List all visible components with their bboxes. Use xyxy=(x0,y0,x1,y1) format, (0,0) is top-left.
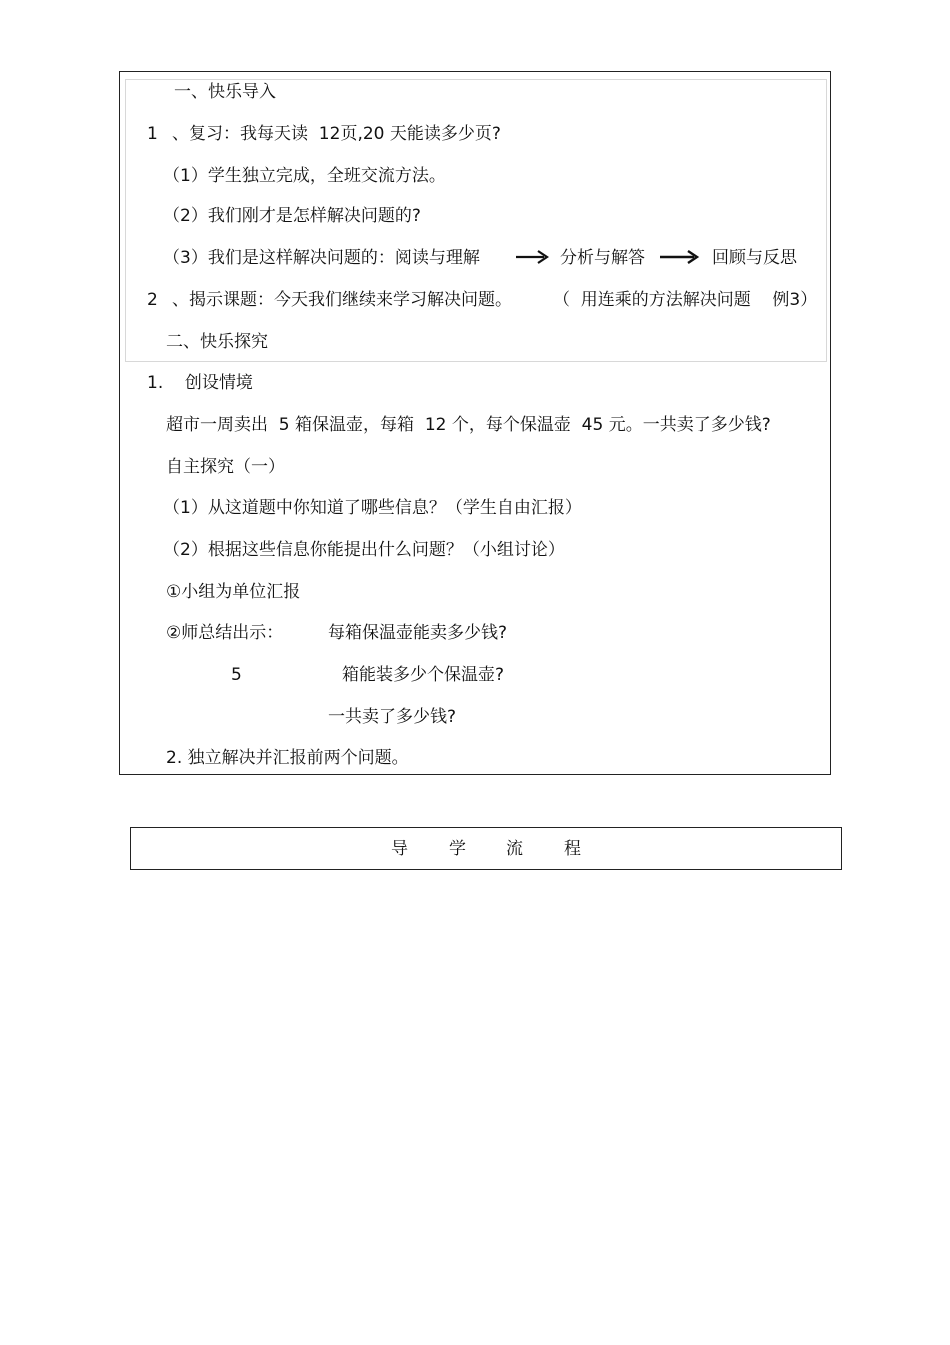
conclusion-question-2-number: 5 xyxy=(231,665,242,685)
scenario-item: 1. 创设情境 xyxy=(147,373,253,393)
process-label-char: 程 xyxy=(564,839,581,859)
arrow-right-icon xyxy=(660,250,700,264)
conclusion-1: ①小组为单位汇报 xyxy=(166,582,301,602)
review-sub-3: （3）我们是这样解决问题的：阅读与理解 xyxy=(163,248,480,268)
conclusion-2-label: ②师总结出示： xyxy=(166,623,284,643)
process-label-char: 学 xyxy=(449,839,466,859)
question-1: （1）从这道题中你知道了哪些信息？（学生自由汇报） xyxy=(163,498,582,518)
topic-number: 2 xyxy=(147,290,158,310)
process-label-char: 导 xyxy=(391,839,408,859)
independent-solve-item: 2. 独立解决并汇报前两个问题。 xyxy=(166,748,409,768)
problem-text: 超市一周卖出 5 箱保温壶，每箱 12 个，每个保温壶 45 元。一共卖了多少钱? xyxy=(166,415,771,435)
analysis-step: 分析与解答 xyxy=(560,248,645,268)
section2-heading: 二、快乐探究 xyxy=(166,332,268,352)
topic-text: 、揭示课题：今天我们继续来学习解决问题。 xyxy=(172,290,512,310)
question-2: （2）根据这些信息你能提出什么问题？（小组讨论） xyxy=(163,540,565,560)
topic-note: （ 用连乘的方法解决问题 例3） xyxy=(553,290,818,310)
reflection-step: 回顾与反思 xyxy=(712,248,797,268)
explore-label: 自主探究（一） xyxy=(166,457,285,477)
arrow-right-icon xyxy=(516,250,550,264)
review-number: 1 xyxy=(147,124,158,144)
conclusion-question-2: 箱能装多少个保温壶? xyxy=(342,665,505,685)
review-sub-1: （1）学生独立完成，全班交流方法。 xyxy=(163,166,446,186)
section1-heading: 一、快乐导入 xyxy=(174,82,276,102)
conclusion-question-3: 一共卖了多少钱? xyxy=(328,707,457,727)
process-label-char: 流 xyxy=(506,839,523,859)
guided-learning-process-box xyxy=(130,827,842,870)
review-text: 、复习：我每天读 12页,20 天能读多少页? xyxy=(172,124,501,144)
conclusion-question-1: 每箱保温壶能卖多少钱? xyxy=(328,623,508,643)
review-sub-2: （2）我们刚才是怎样解决问题的? xyxy=(163,206,421,226)
